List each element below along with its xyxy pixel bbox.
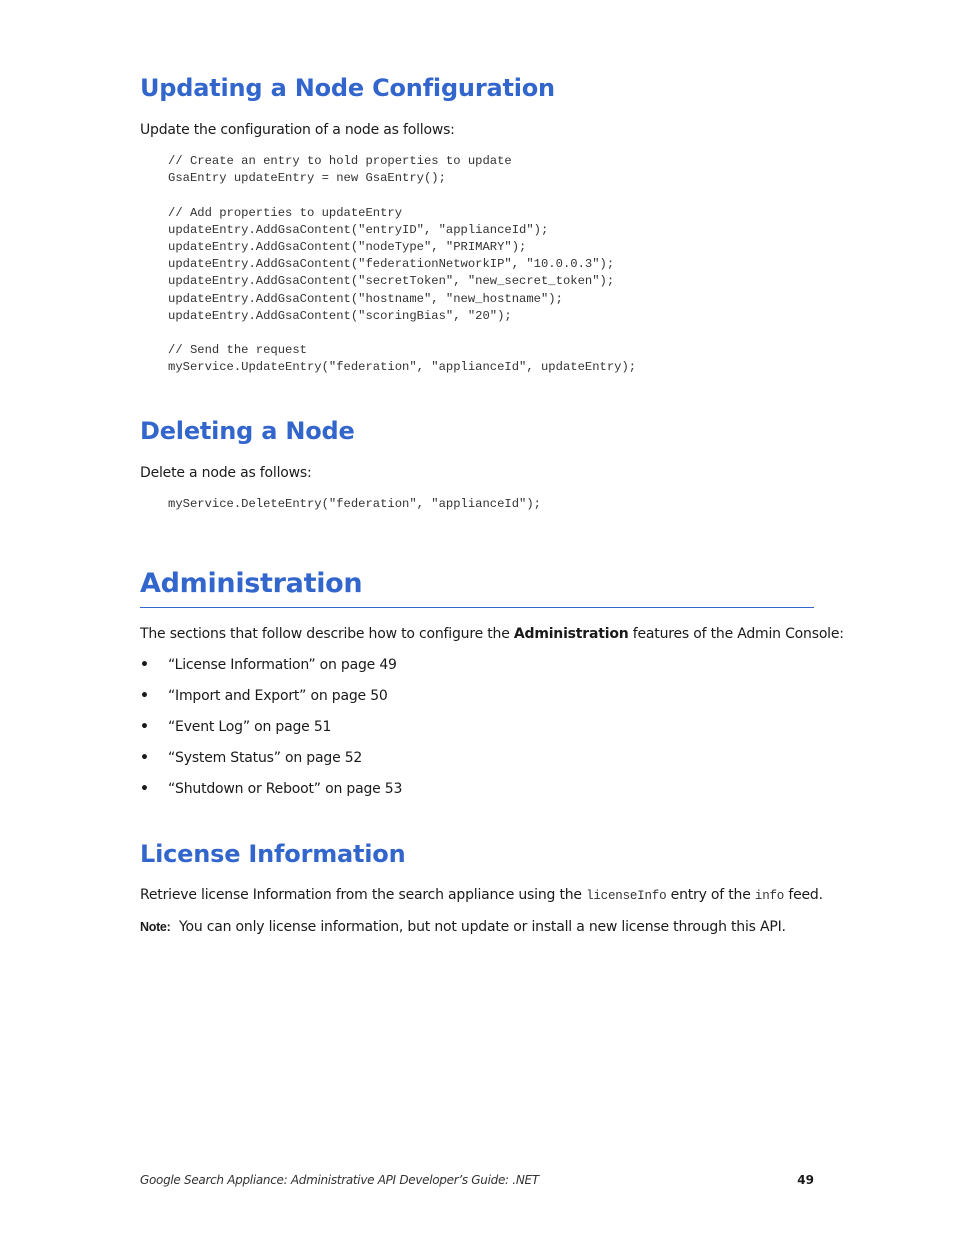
- deleting-intro-text: Delete a node as follows:: [140, 465, 312, 481]
- heading-rule: [140, 607, 814, 608]
- heading-updating-node: Updating a Node Configuration: [140, 74, 555, 102]
- list-item: [140, 687, 814, 705]
- page-number: 49: [797, 1173, 814, 1187]
- license-info-text: [140, 886, 823, 905]
- heading-deleting-node: Deleting a Node: [140, 417, 355, 445]
- bullet-marker: •: [140, 657, 149, 673]
- list-item: [140, 718, 814, 736]
- page-footer: [140, 1173, 814, 1191]
- code-license-info: licenseInfo: [586, 889, 667, 903]
- intro-text-before: The sections that follow describe how to configure the: [140, 626, 514, 642]
- heading-license-information: License Information: [140, 840, 406, 868]
- license-text-before: Retrieve license Information from the search appliance using the: [140, 887, 587, 903]
- bullet-marker: •: [140, 750, 149, 766]
- list-item: [140, 656, 814, 674]
- note-text: You can only license information, but not update or install a new license through this API.: [178, 919, 786, 935]
- footer-title: Google Search Appliance: Administrative API Developer’s Guide: .NET: [140, 1173, 539, 1187]
- note-label: Note:: [140, 920, 171, 934]
- list-item: [140, 780, 814, 798]
- administration-intro: [140, 625, 844, 643]
- bullet-marker: •: [140, 719, 149, 735]
- link-event-log[interactable]: “Event Log” on page 51: [168, 719, 332, 735]
- license-text-middle: entry of the: [666, 887, 755, 903]
- link-shutdown-or-reboot[interactable]: “Shutdown or Reboot” on page 53: [168, 781, 403, 797]
- intro-bold-term: Administration: [513, 626, 629, 642]
- link-license-information[interactable]: “License Information” on page 49: [168, 657, 397, 673]
- intro-text-after: features of the Admin Console:: [628, 626, 844, 642]
- code-block-update: // Create an entry to hold properties to update GsaEntry updateEntry = new GsaEntry(); // Add properties to updateEntry updateEntry.AddGsaContent("entryID", "applianceId"); updateEntry.AddGsaContent("nodeType", "PRIMARY"); updateEntry.AddGsaContent("federationNetworkIP", "10.0.0.3"); updateEntry.AddGsaContent("secretToken", "new_secret_token"); updateEntry.AddGsaContent("hostname", "new_hostname"); updateEntry.AddGsaContent("scoringBias", "20"); // Send the request myService.UpdateEntry("federation", "applianceId", updateEntry);: [168, 154, 637, 375]
- updating-intro-text: Update the configuration of a node as follows:: [140, 122, 455, 138]
- note: [140, 918, 786, 936]
- heading-administration: Administration: [140, 568, 363, 599]
- link-system-status[interactable]: “System Status” on page 52: [168, 750, 363, 766]
- bullet-marker: •: [140, 688, 149, 704]
- code-block-delete: myService.DeleteEntry("federation", "applianceId");: [168, 497, 541, 511]
- bullet-marker: •: [140, 781, 149, 797]
- code-info: info: [754, 889, 785, 903]
- license-text-after: feed.: [784, 887, 823, 903]
- list-item: [140, 749, 814, 767]
- link-import-and-export[interactable]: “Import and Export” on page 50: [168, 688, 388, 704]
